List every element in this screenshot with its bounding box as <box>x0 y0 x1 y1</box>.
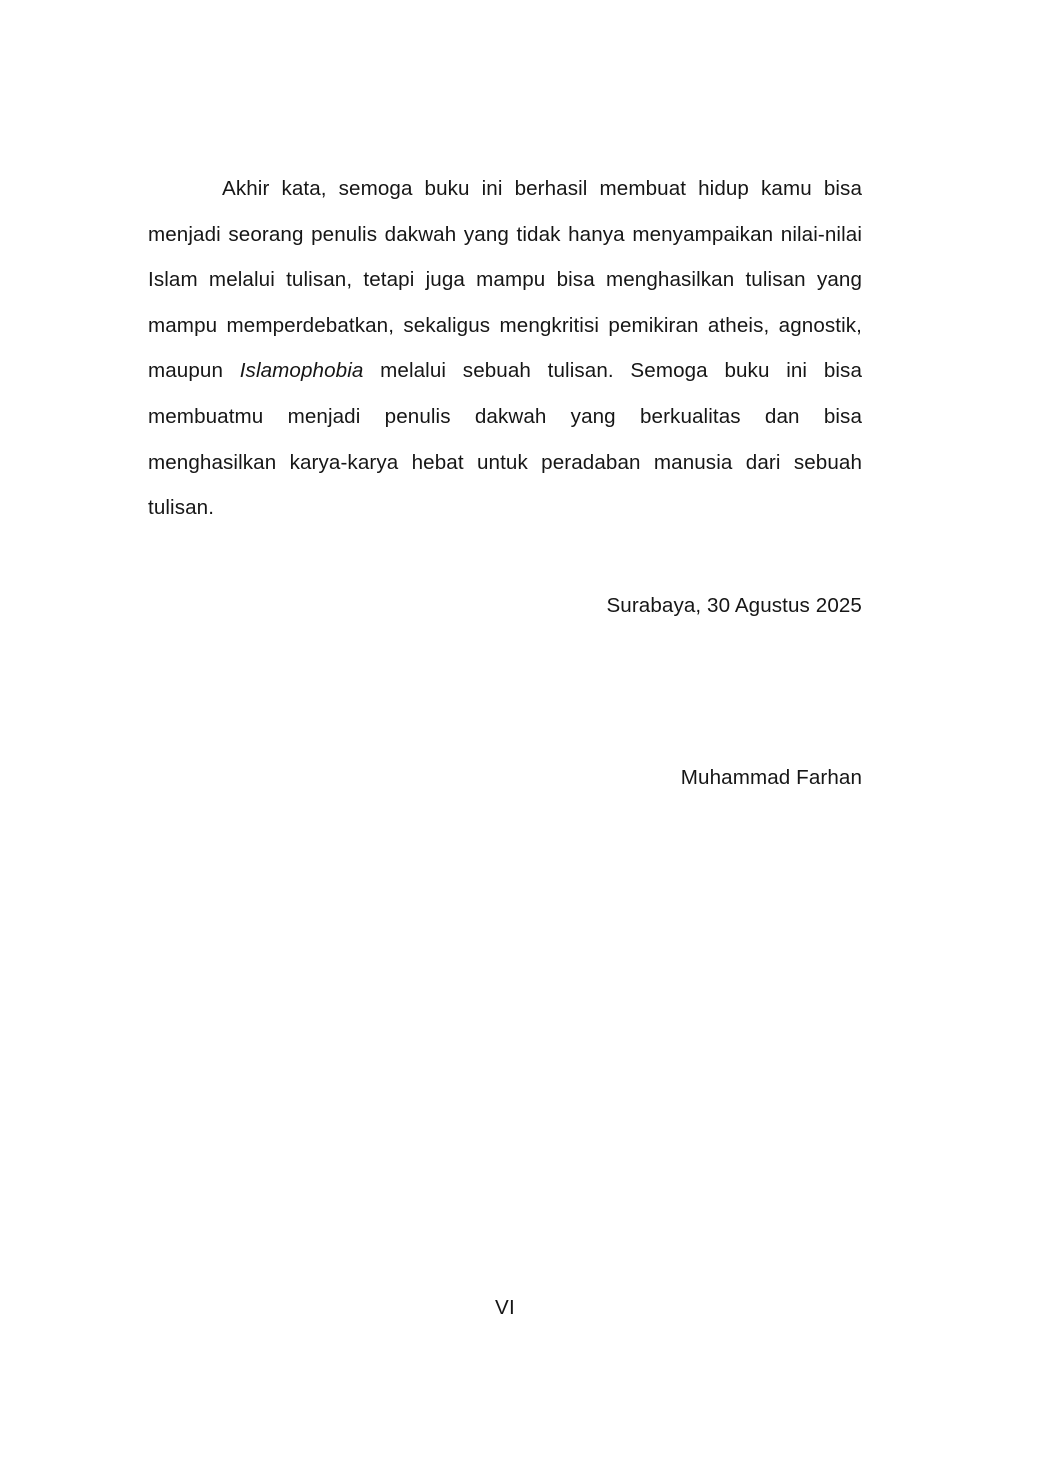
paragraph-lead-text: Akhir kata, semoga buku ini berhasil membuat hidup kamu bisa menjadi seorang penulis dakwah yang tidak hanya menyampaikan nilai-nilai Islam melalui tulisan, tetapi juga mampu bisa menghasilkan tulisan yang mampu memperdebatkan, sekaligus mengkritisi pemikiran atheis, agnostik, maupun <box>148 177 862 383</box>
signature-place-date: Surabaya, 30 Agustus 2025 <box>606 594 862 617</box>
closing-paragraph <box>148 166 862 531</box>
italic-term-islamophobia: Islamophobia <box>239 359 364 383</box>
signature-spacer <box>148 629 862 755</box>
signature-author-name: Muhammad Farhan <box>680 765 862 789</box>
paragraph-tail-text: melalui sebuah tulisan. Semoga buku ini bisa membuatmu menjadi penulis dakwah yang berkualitas dan bisa menghasilkan karya-karya hebat untuk peradaban manusia dari sebuah tulisan. <box>148 359 862 520</box>
page-number: VI <box>494 1296 516 1319</box>
body-text-column <box>148 166 862 531</box>
signature-block <box>148 583 862 800</box>
